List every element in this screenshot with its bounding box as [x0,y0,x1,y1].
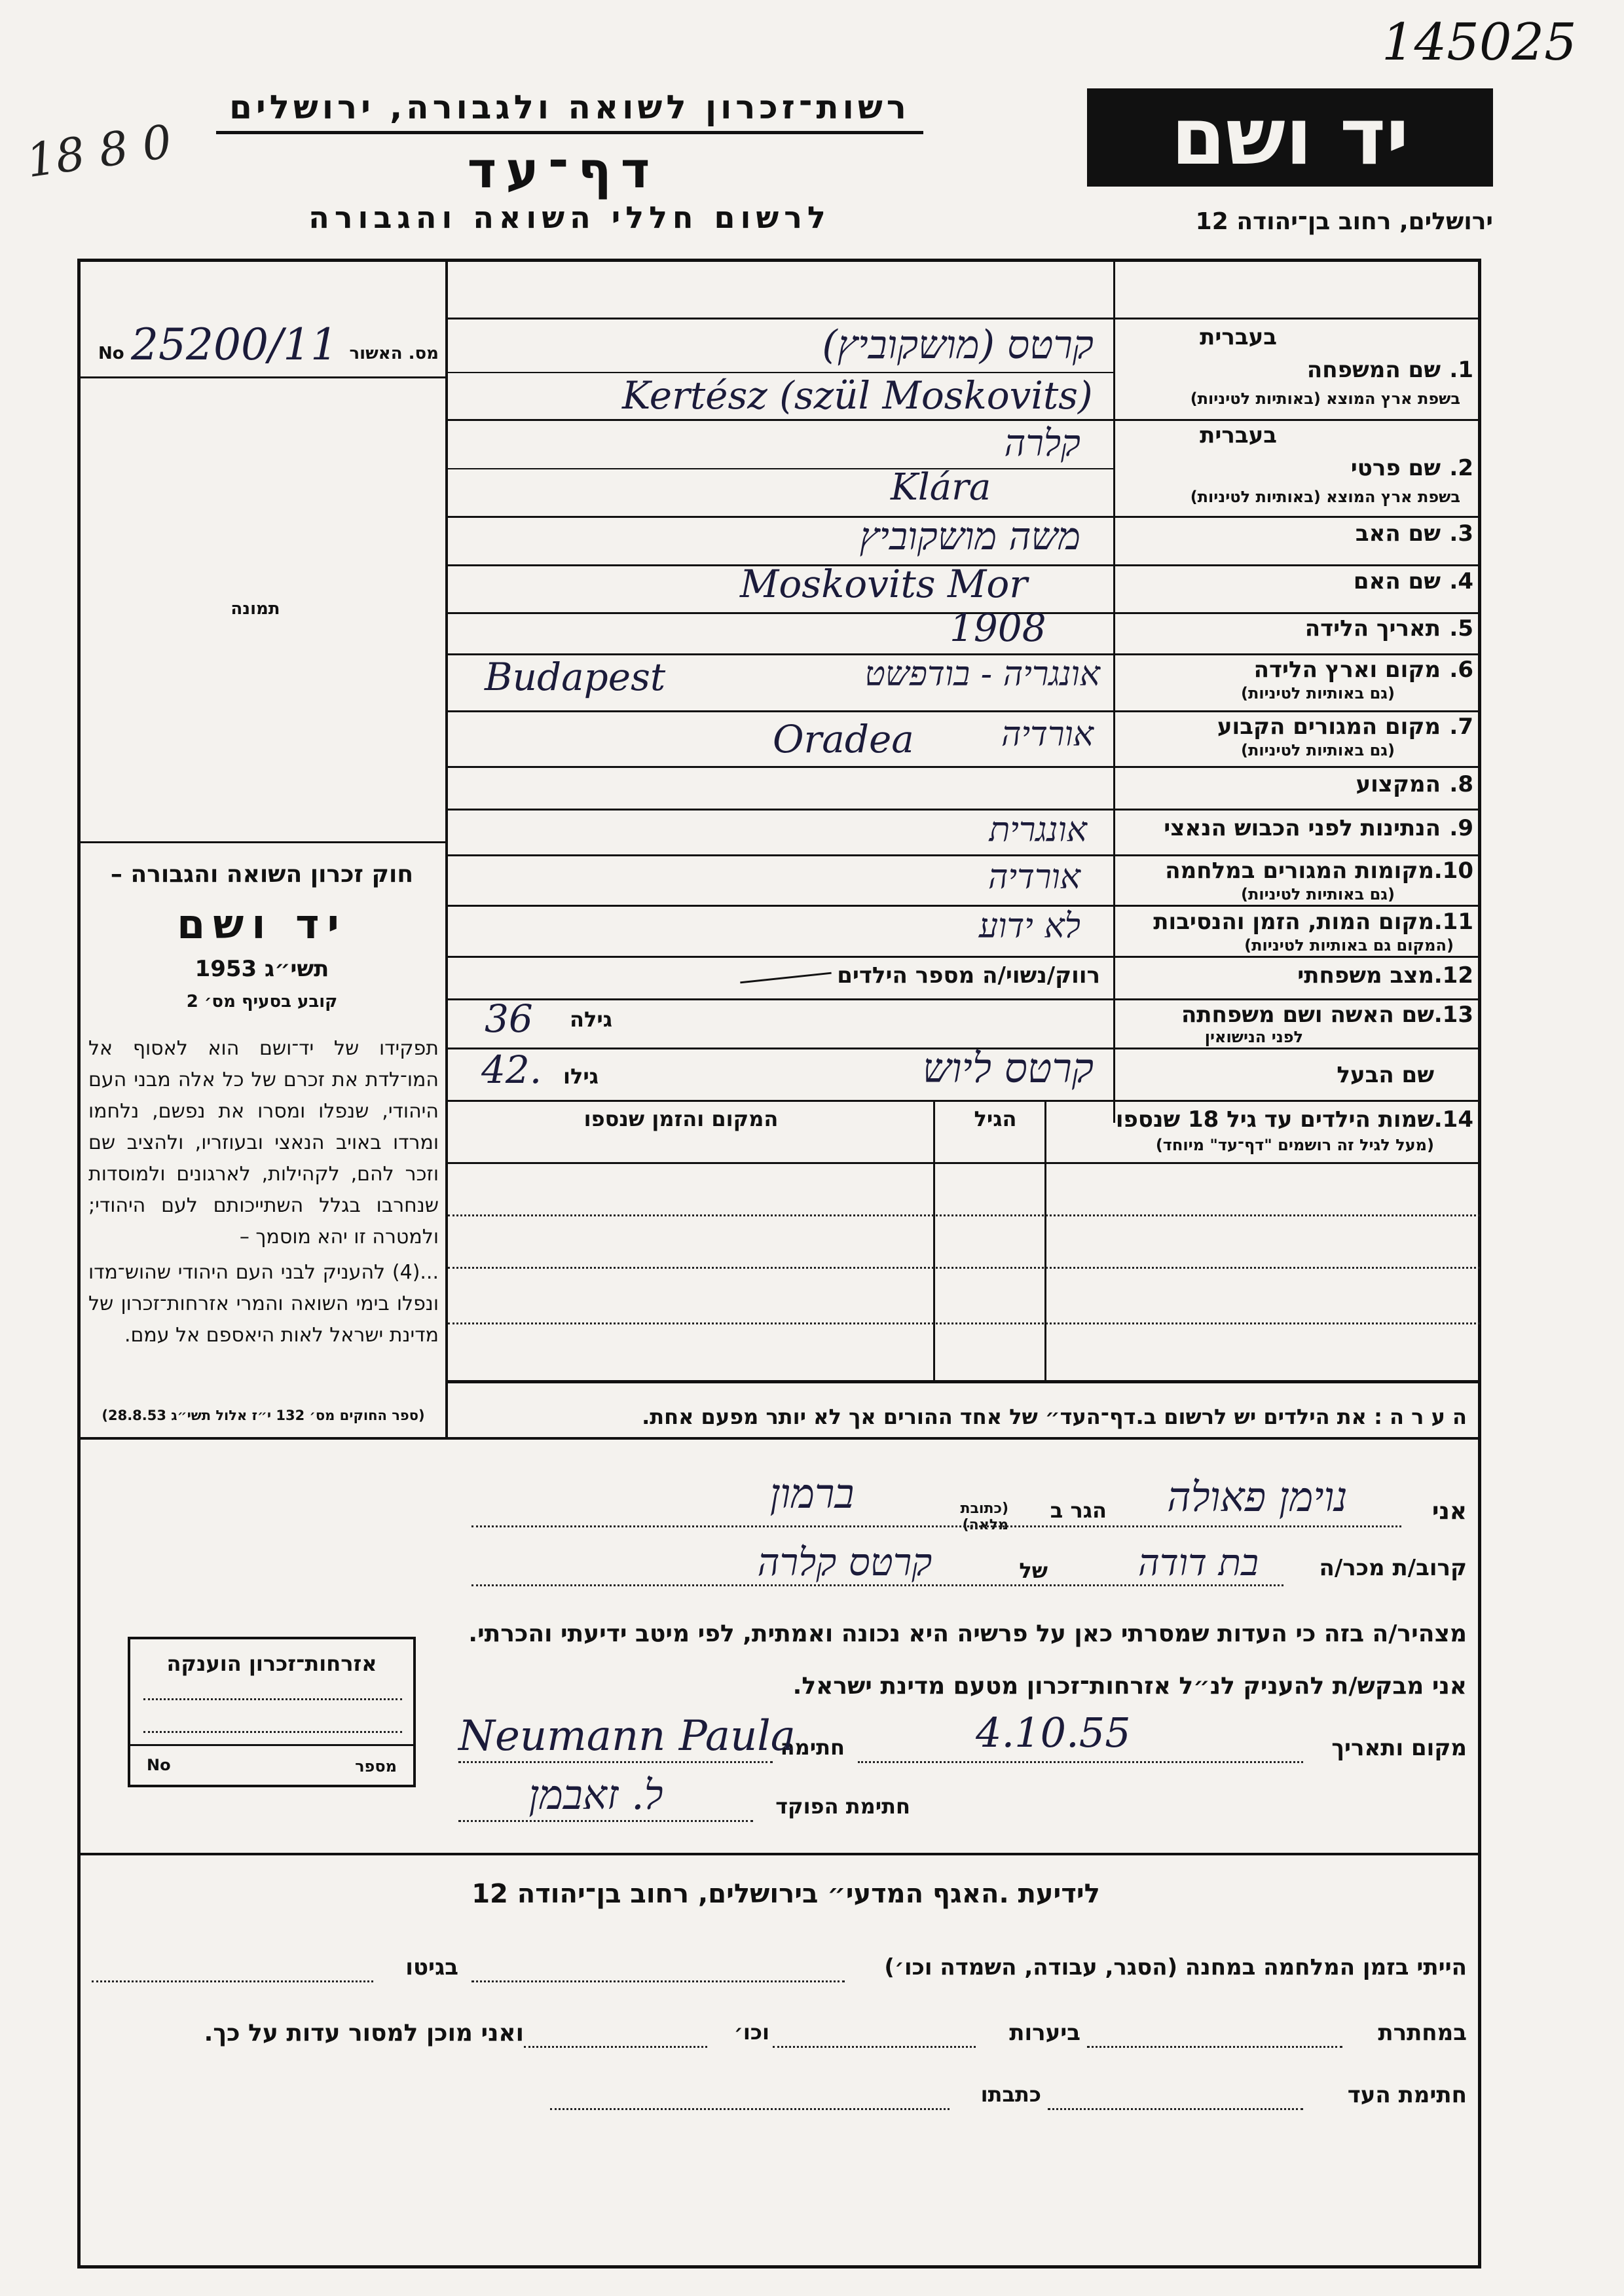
field-husband: שם הבעל [1337,1062,1434,1088]
declarant-resident-label: הגר ב [1050,1498,1107,1523]
header-address: ירושלים, רחוב בן־יהודה 12 [1195,208,1493,235]
citizenship-box [128,1637,416,1787]
note-text: ה ע ר ה : את הילדים יש לרשום ב.דף־העד״ של אחד ההורים אך לא יותר מפעם אחת. [642,1404,1467,1429]
field-7-line [448,766,1480,768]
husband-age: 42. [481,1048,542,1092]
field-6-value-hebrew: אונגריה - בודפשט [864,655,1100,694]
declaration-text: מצהיר/ה בזה כי העדות שמסרתי כאן על פרשיה היא נכונה ואמתית, לפי מיטב ידיעתי והכרתי. [468,1620,1467,1647]
field-12: 12. מצב משפחתי [1297,962,1473,989]
field-11: 11. מקום המות, הזמן והנסיבות (המקום גם באותיות לטיניות) [1153,909,1473,955]
etc-label: וכו׳ [733,2020,769,2045]
officer-line [458,1820,753,1822]
field-9: 9. הנתינות לפני הכבוש הנאצי [1164,815,1473,841]
citizenship-divider [130,1744,413,1746]
place-date-line [858,1761,1303,1763]
field-3: 3. שם האב [1355,520,1473,547]
husband-line [448,1100,1480,1102]
field-13-age-label: גילה [570,1007,613,1032]
signature: Neumann Paula [458,1712,796,1760]
archive-number: 145025 [1382,13,1577,72]
ready-text: ואני מוכן למסור עדות על כך. [204,2020,524,2047]
signature-label: חתימה [780,1735,845,1760]
field-7: 7. מקום המגורים הקבוע (גם באותיות לטיניות) [1217,714,1473,759]
note-top-line [448,1381,1480,1383]
yad-vashem-logo: יד ושם [1087,88,1493,187]
citizenship-line-1 [143,1698,402,1700]
children-place-header: המקום והזמן שנספו [583,1106,779,1131]
officer-signature: ל. זאבמן [528,1771,663,1819]
declarant-address: ברמון [769,1470,855,1518]
field-8: 8. המקצוע [1356,771,1473,797]
witness-address-label: כתבתו [980,2082,1041,2107]
relation-value: בת דודה [1138,1542,1259,1584]
label-column-divider [1113,259,1115,1123]
law-text-1: תפקידו של יד־ושם הוא לאסוף אל המו־לדת את זכרם של כל אלה מבני העם היהודי, שנפלו ומסרו את נפשם, נלחמו ומרדו באויב הנאצי ובעוזריו, ולהציב שם וזכר להם, לקהילות, לארגונים ולמוסדות שנחרבו בגלל השתייכותם לעם היהודי; ולמטרה זו יהא מוסמך – [88,1037,439,1248]
field-11-value: לא ידוע [978,907,1080,946]
request-text: אני מבקש/ת להעניק לנ״ל אזרחות־זכרון מטעם מדינת ישראל. [792,1673,1467,1700]
form-subtitle: לרשום חללי השואה והגבורה [308,200,831,235]
approval-line [77,376,445,378]
place-date-label: מקום ותאריך [1331,1735,1467,1761]
ready-dots [524,2046,707,2048]
ghetto-label: בגיטו [405,1954,458,1980]
footer-title: לידיעת .האגף המדעי״ בירושלים, רחוב בן־יהודה 12 [471,1879,1100,1909]
forests-dots [773,2046,976,2048]
field-4: 4. שם האם [1353,568,1473,594]
children-header-line [448,1162,1480,1164]
left-column-divider [445,259,448,1437]
field-13-age: 36 [485,996,533,1041]
field-4-value: Moskovits Mor [740,562,1027,606]
field-2-value-hebrew: קלרה [1004,422,1080,465]
children-col-2 [1044,1100,1046,1381]
law-text-2: ...(4) להעניק לבני העם היהודי שהוש־מדו ונפלו בימי השואה והמרי אזרחות־זכרון של מדינת ישראל לאות היאספם אל עמם. [88,1261,439,1347]
citizenship-box-title: אזרחות־זכרון הוענקה [166,1651,377,1676]
field-12-value: רווק/נשוי/ה מספר הילדים [837,962,1100,989]
field-5-value: 1908 [950,606,1046,650]
authority-underline [216,131,923,134]
approval-number: 25200/11 [131,319,339,370]
field-3-value: משה מושקוביץ [859,514,1080,558]
husband-age-label: גילו [563,1064,599,1089]
law-year: תשי״ג 1953 [194,956,329,982]
field-13: 13. שם האשה ושם משפחתה לפני הנישואין [1181,1002,1473,1046]
field-10: 10. מקומות המגורים במלחמה (גם באותיות לטיניות) [1165,858,1473,903]
children-row-3 [448,1322,1480,1324]
witness-sig-dots [1048,2108,1303,2110]
field-12-line [448,998,1480,1000]
declarant-name: נוימן פאולה [1167,1473,1348,1521]
form-title: דף־עד [467,141,659,199]
signature-line [458,1761,773,1763]
top-row-line [445,318,1480,319]
field-9-line [448,854,1480,856]
field-1-value-hebrew: קרטס (מושקוביץ) [822,322,1094,368]
forests-label: ביערות [1009,2020,1080,2046]
children-row-2 [448,1267,1480,1269]
field-9-value: אונגרית [989,811,1087,850]
children-col-1 [933,1100,935,1381]
corner-stamp: 18 8 0 [23,114,175,189]
witness-address-dots [550,2108,950,2110]
law-name: יד ושם [177,900,347,948]
ghetto-dots [92,1980,373,1982]
approval-no-label: No [98,344,124,363]
declarant-address-hint: (כתובת מלאה) [960,1501,1008,1533]
declarant-i-label: אני [1431,1498,1467,1525]
officer-label: חתימת הפוקד [775,1794,910,1819]
law-clause: קובע בסעיף מס׳ 2 [186,992,338,1011]
note-bottom-line [77,1437,1481,1440]
children-row-1 [448,1214,1480,1216]
field-5: 5. תאריך הלידה [1304,615,1473,642]
citizenship-line-2 [143,1731,402,1733]
husband-name: קרטס ליוש [922,1044,1094,1092]
approval-label: מס. האשור [349,344,439,363]
of-label: של [1019,1558,1048,1583]
date-value: 4.10.55 [976,1709,1131,1757]
authority-name: רשות־זכרון לשואה ולגבורה, ירושלים [229,88,910,126]
field-2: בעברית 2. שם פרטי בשפת ארץ המוצא (באותיות לטיניות) [1190,422,1473,506]
camp-line-dots [471,1980,845,1982]
relative-label: קרוב/ת מכר/ה [1319,1555,1467,1581]
field-2-value-latin: Klára [891,466,991,509]
hiding-dots [1087,2046,1342,2048]
children-age-header: הגיל [974,1106,1017,1131]
photo-label: תמונה [231,599,280,619]
field-14: 14. שמות הילדים עד גיל 18 שנספו (מעל לגיל זה רושמים "דף־עד" מיוחד) [1115,1106,1473,1154]
field-11-line [448,956,1480,958]
of-name-value: קרטס קלרה [757,1540,932,1584]
field-10-value: אורדיה [988,858,1080,897]
field-1-line [448,419,1480,421]
footer-top-line [77,1853,1481,1855]
hiding-label: במחתרת [1378,2020,1467,2046]
field-6: 6. מקום וארץ הלידה (גם באותיות לטיניות) [1241,657,1473,702]
relative-line [471,1584,1283,1586]
law-reference: (ספר החוקים מס׳ 132 י״ז אלול תשי״ג 28.8.53) [101,1408,425,1423]
field-6-line [448,710,1480,712]
field-6-value-latin: Budapest [485,655,666,699]
field-2-mid-line [448,468,1113,469]
camp-line: הייתי בזמן המלחמה במחנה (הסגר, עבודה, השמדה וכו׳) [884,1954,1467,1980]
citizenship-no-short: No [147,1756,171,1774]
field-1: בעברית 1. שם המשפחה בשפת ארץ המוצא (באותיות לטיניות) [1190,324,1473,408]
field-1-value-latin: Kertész (szül Moskovits) [622,373,1093,418]
field-7-value-hebrew: אורדיה [1001,715,1094,754]
field-7-value-latin: Oradea [773,717,914,761]
law-title: חוק זכרון השואה והגבורה – [110,861,414,888]
declarant-name-line [471,1525,1401,1527]
citizenship-no-label: מספר [355,1757,397,1776]
photo-bottom-line [77,841,445,843]
witness-sig-label: חתימת העד [1347,2082,1467,2108]
